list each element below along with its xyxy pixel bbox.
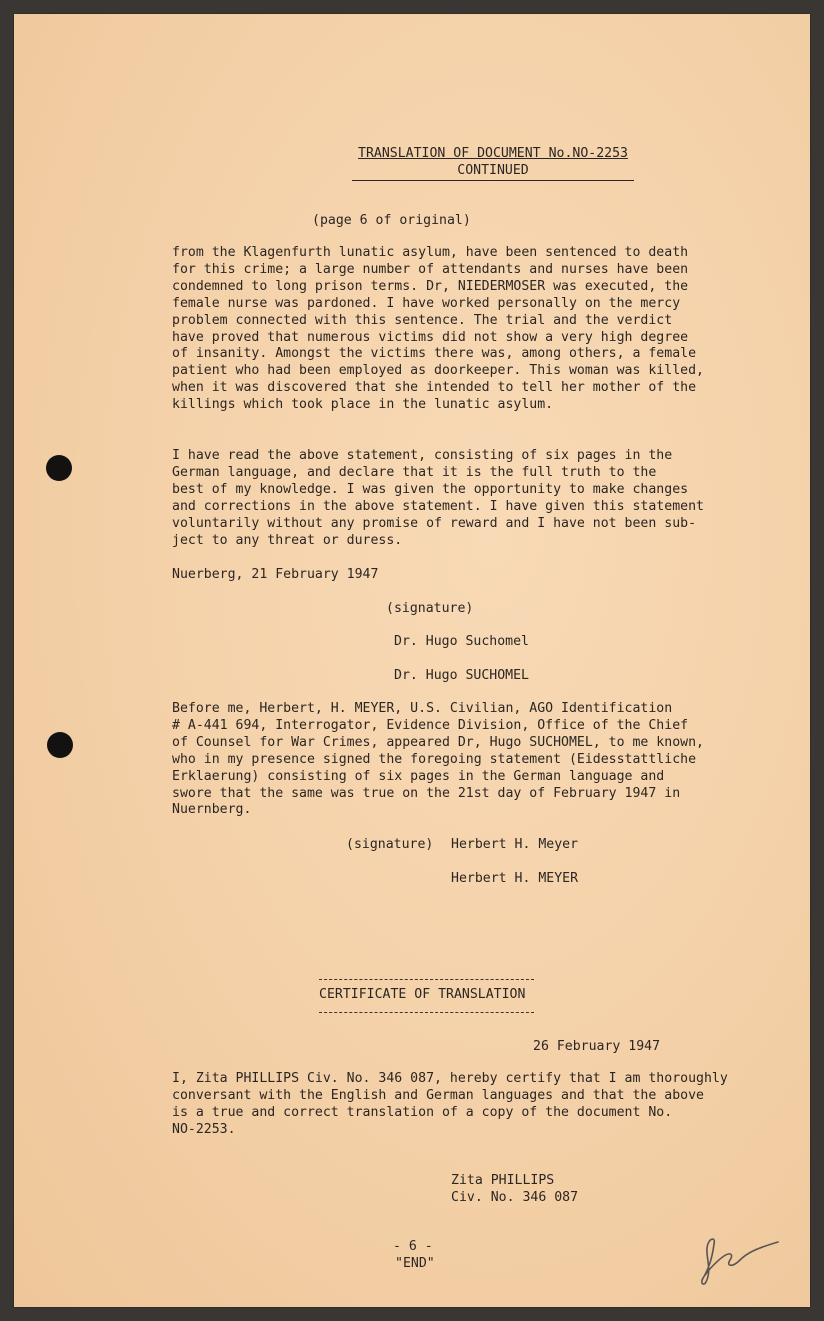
end-mark: "END" — [395, 1256, 435, 1271]
page-number: - 6 - — [393, 1239, 433, 1254]
interrogator-typed-name: Herbert H. MEYER — [451, 871, 579, 886]
main-paragraph: from the Klagenfurth lunatic asylum, have been sentenced to death for this crime; a large number of attendants and nurses have been condemned to long prison terms. Dr, NIEDERMOSER was executed, the female nurse was pardoned. I have worked personally on the mercy problem connected with this sentence. The trial and the verdict have proved that numerous victims did not show a very high degree of insanity. Amongst the victims there was, among others, a female patient who had been employed as doorkeeper. This woman was killed, when it was discovered that she intended to tell her mother of the killings which took place in the lunatic asylum. — [172, 245, 704, 413]
translator-name: Zita PHILLIPS — [451, 1173, 555, 1188]
document-page — [14, 14, 810, 1307]
certification-paragraph: I, Zita PHILLIPS Civ. No. 346 087, hereby certify that I am thoroughly conversant with the English and German languages and that the above is a true and correct translation of a copy of the document No. NO-2253. — [172, 1071, 728, 1137]
punch-hole-top — [46, 455, 72, 481]
place-date: Nuerberg, 21 February 1947 — [172, 567, 379, 582]
certificate-rule-top — [319, 979, 534, 980]
document-title-line1: TRANSLATION OF DOCUMENT No.NO-2253 — [358, 146, 628, 161]
translator-civ-no: Civ. No. 346 087 — [451, 1190, 579, 1205]
interrogator-signed-name: Herbert H. Meyer — [451, 837, 579, 852]
affidavit-paragraph: Before me, Herbert, H. MEYER, U.S. Civilian, AGO Identification # A-441 694, Interrogator, Evidence Division, Office of the Chief of Counsel for War Crimes, appeared Dr, Hugo SUCHOMEL, to me known, who in my presence signed the foregoing statement (Eidesstattliche Erklaerung) consisting of six pages in the German language and swore that the same was true on the 21st day of February 1947 in Nuernberg. — [172, 701, 704, 818]
document-title-line2: CONTINUED — [457, 163, 529, 178]
certificate-date: 26 February 1947 — [533, 1039, 661, 1054]
document-title — [352, 145, 634, 181]
handwritten-initials — [694, 1230, 784, 1290]
certificate-rule-bottom — [319, 1012, 534, 1013]
witness-signature-label: (signature) — [386, 601, 474, 616]
statement-paragraph: I have read the above statement, consisting of six pages in the German language, and declare that it is the full truth to the best of my knowledge. I was given the opportunity to make changes and corrections in the above statement. I have given this statement voluntarily without any promise of reward and I have not been sub- ject to any threat or duress. — [172, 448, 704, 548]
page-reference: (page 6 of original) — [312, 213, 471, 228]
punch-hole-bottom — [47, 732, 73, 758]
witness-signed-name: Dr. Hugo Suchomel — [394, 634, 529, 649]
witness-typed-name: Dr. Hugo SUCHOMEL — [394, 668, 529, 683]
interrogator-signature-label: (signature) — [346, 837, 434, 852]
certificate-title: CERTIFICATE OF TRANSLATION — [319, 987, 526, 1002]
